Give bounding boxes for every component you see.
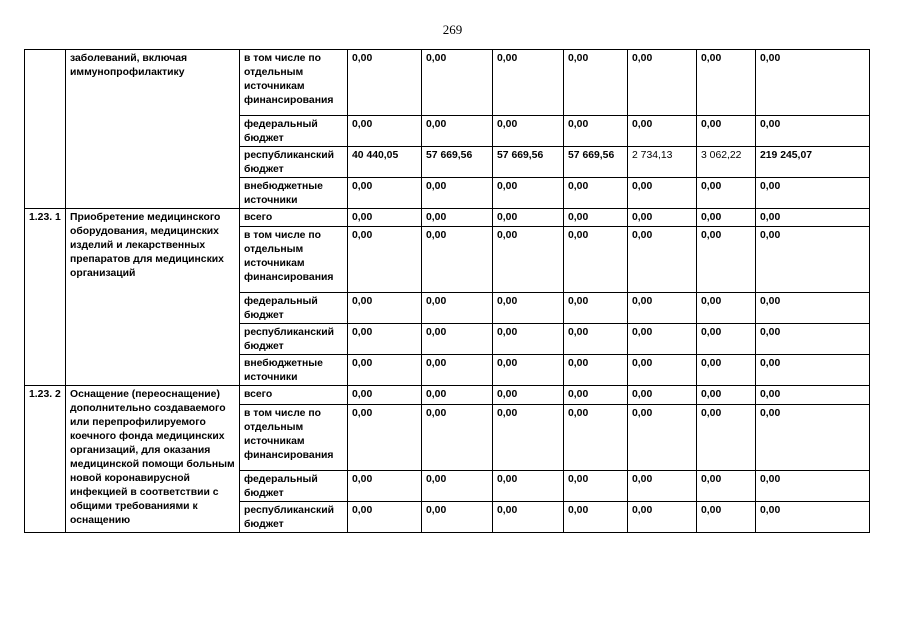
value-cell: 0,00 bbox=[422, 471, 493, 502]
value-cell: 0,00 bbox=[628, 209, 697, 227]
value-cell: 0,00 bbox=[493, 293, 564, 324]
value-cell: 0,00 bbox=[697, 50, 756, 116]
budget-table bbox=[24, 49, 870, 533]
funding-source: всего bbox=[240, 209, 348, 227]
value-cell: 0,00 bbox=[493, 502, 564, 533]
value-cell: 0,00 bbox=[348, 324, 422, 355]
table-row bbox=[25, 386, 870, 405]
value-cell: 0,00 bbox=[493, 324, 564, 355]
item-number: 1.23. 2 bbox=[25, 386, 66, 533]
value-cell: 0,00 bbox=[422, 50, 493, 116]
value-cell: 0,00 bbox=[422, 116, 493, 147]
value-cell: 0,00 bbox=[564, 355, 628, 386]
value-cell: 2 734,13 bbox=[628, 147, 697, 178]
value-cell: 0,00 bbox=[564, 116, 628, 147]
item-name: заболеваний, включая иммунопрофилактику bbox=[66, 50, 240, 209]
value-cell: 0,00 bbox=[422, 405, 493, 471]
value-cell: 0,00 bbox=[756, 386, 870, 405]
value-cell: 0,00 bbox=[564, 471, 628, 502]
value-cell: 0,00 bbox=[564, 324, 628, 355]
value-cell: 0,00 bbox=[756, 293, 870, 324]
value-cell: 0,00 bbox=[348, 502, 422, 533]
value-cell: 0,00 bbox=[756, 50, 870, 116]
value-cell: 0,00 bbox=[628, 178, 697, 209]
funding-source: в том числе по отдельным источникам финансирования bbox=[240, 227, 348, 293]
value-cell: 57 669,56 bbox=[564, 147, 628, 178]
value-cell: 0,00 bbox=[564, 178, 628, 209]
item-number: 1.23. 1 bbox=[25, 209, 66, 386]
value-cell: 0,00 bbox=[628, 116, 697, 147]
value-cell: 0,00 bbox=[697, 293, 756, 324]
value-cell: 0,00 bbox=[493, 178, 564, 209]
value-cell: 0,00 bbox=[564, 227, 628, 293]
funding-source: республиканский бюджет bbox=[240, 147, 348, 178]
value-cell: 0,00 bbox=[756, 227, 870, 293]
item-name: Приобретение медицинского оборудования, медицинских изделий и лекарственных препаратов для медицинских организаций bbox=[66, 209, 240, 386]
value-cell: 0,00 bbox=[422, 386, 493, 405]
funding-source: в том числе по отдельным источникам финансирования bbox=[240, 50, 348, 116]
funding-source: федеральный бюджет bbox=[240, 116, 348, 147]
funding-source: федеральный бюджет bbox=[240, 471, 348, 502]
value-cell: 0,00 bbox=[756, 502, 870, 533]
value-cell: 0,00 bbox=[348, 386, 422, 405]
funding-source: федеральный бюджет bbox=[240, 293, 348, 324]
value-cell: 0,00 bbox=[422, 227, 493, 293]
value-cell: 0,00 bbox=[493, 405, 564, 471]
value-cell: 0,00 bbox=[756, 209, 870, 227]
item-number bbox=[25, 50, 66, 209]
value-cell: 0,00 bbox=[697, 502, 756, 533]
value-cell: 0,00 bbox=[628, 386, 697, 405]
value-cell: 0,00 bbox=[564, 50, 628, 116]
value-cell: 0,00 bbox=[564, 209, 628, 227]
value-cell: 0,00 bbox=[756, 178, 870, 209]
value-cell: 0,00 bbox=[493, 50, 564, 116]
funding-source: республиканский бюджет bbox=[240, 502, 348, 533]
funding-source: в том числе по отдельным источникам финансирования bbox=[240, 405, 348, 471]
value-cell: 0,00 bbox=[493, 116, 564, 147]
value-cell: 0,00 bbox=[697, 471, 756, 502]
value-cell: 0,00 bbox=[628, 227, 697, 293]
value-cell: 0,00 bbox=[628, 405, 697, 471]
value-cell: 0,00 bbox=[422, 355, 493, 386]
value-cell: 0,00 bbox=[628, 355, 697, 386]
value-cell: 40 440,05 bbox=[348, 147, 422, 178]
value-cell: 0,00 bbox=[756, 471, 870, 502]
value-cell: 0,00 bbox=[348, 405, 422, 471]
value-cell: 0,00 bbox=[493, 471, 564, 502]
value-cell: 0,00 bbox=[628, 50, 697, 116]
table-row bbox=[25, 209, 870, 227]
value-cell: 0,00 bbox=[564, 502, 628, 533]
value-cell: 0,00 bbox=[756, 355, 870, 386]
value-cell: 0,00 bbox=[756, 405, 870, 471]
value-cell: 0,00 bbox=[348, 116, 422, 147]
value-cell: 0,00 bbox=[493, 209, 564, 227]
table-row bbox=[25, 50, 870, 116]
value-cell: 0,00 bbox=[697, 227, 756, 293]
value-cell: 0,00 bbox=[697, 324, 756, 355]
value-cell: 0,00 bbox=[697, 178, 756, 209]
value-cell: 219 245,07 bbox=[756, 147, 870, 178]
funding-source: всего bbox=[240, 386, 348, 405]
value-cell: 0,00 bbox=[493, 386, 564, 405]
value-cell: 0,00 bbox=[348, 293, 422, 324]
value-cell: 0,00 bbox=[697, 355, 756, 386]
value-cell: 0,00 bbox=[348, 209, 422, 227]
value-cell: 0,00 bbox=[422, 502, 493, 533]
value-cell: 0,00 bbox=[697, 405, 756, 471]
value-cell: 0,00 bbox=[348, 471, 422, 502]
funding-source: республиканский бюджет bbox=[240, 324, 348, 355]
value-cell: 0,00 bbox=[697, 386, 756, 405]
value-cell: 0,00 bbox=[697, 116, 756, 147]
value-cell: 57 669,56 bbox=[493, 147, 564, 178]
value-cell: 0,00 bbox=[756, 324, 870, 355]
value-cell: 57 669,56 bbox=[422, 147, 493, 178]
value-cell: 0,00 bbox=[422, 178, 493, 209]
value-cell: 0,00 bbox=[756, 116, 870, 147]
value-cell: 0,00 bbox=[493, 355, 564, 386]
value-cell: 0,00 bbox=[564, 405, 628, 471]
value-cell: 0,00 bbox=[697, 209, 756, 227]
value-cell: 3 062,22 bbox=[697, 147, 756, 178]
value-cell: 0,00 bbox=[564, 386, 628, 405]
value-cell: 0,00 bbox=[348, 50, 422, 116]
funding-source: внебюджетные источники bbox=[240, 355, 348, 386]
value-cell: 0,00 bbox=[564, 293, 628, 324]
funding-source: внебюджетные источники bbox=[240, 178, 348, 209]
value-cell: 0,00 bbox=[422, 209, 493, 227]
page-number: 269 bbox=[442, 22, 463, 37]
value-cell: 0,00 bbox=[628, 324, 697, 355]
item-name: Оснащение (переоснащение) дополнительно создаваемого или перепрофилируемого коечного фонда медицинских организаций, для оказания медицинской помощи больным новой коронавирусной инфекцией в соответствии с общими требованиями к оснащению bbox=[66, 386, 240, 533]
value-cell: 0,00 bbox=[422, 293, 493, 324]
value-cell: 0,00 bbox=[628, 502, 697, 533]
value-cell: 0,00 bbox=[493, 227, 564, 293]
value-cell: 0,00 bbox=[348, 178, 422, 209]
value-cell: 0,00 bbox=[628, 471, 697, 502]
value-cell: 0,00 bbox=[348, 227, 422, 293]
value-cell: 0,00 bbox=[348, 355, 422, 386]
value-cell: 0,00 bbox=[628, 293, 697, 324]
value-cell: 0,00 bbox=[422, 324, 493, 355]
